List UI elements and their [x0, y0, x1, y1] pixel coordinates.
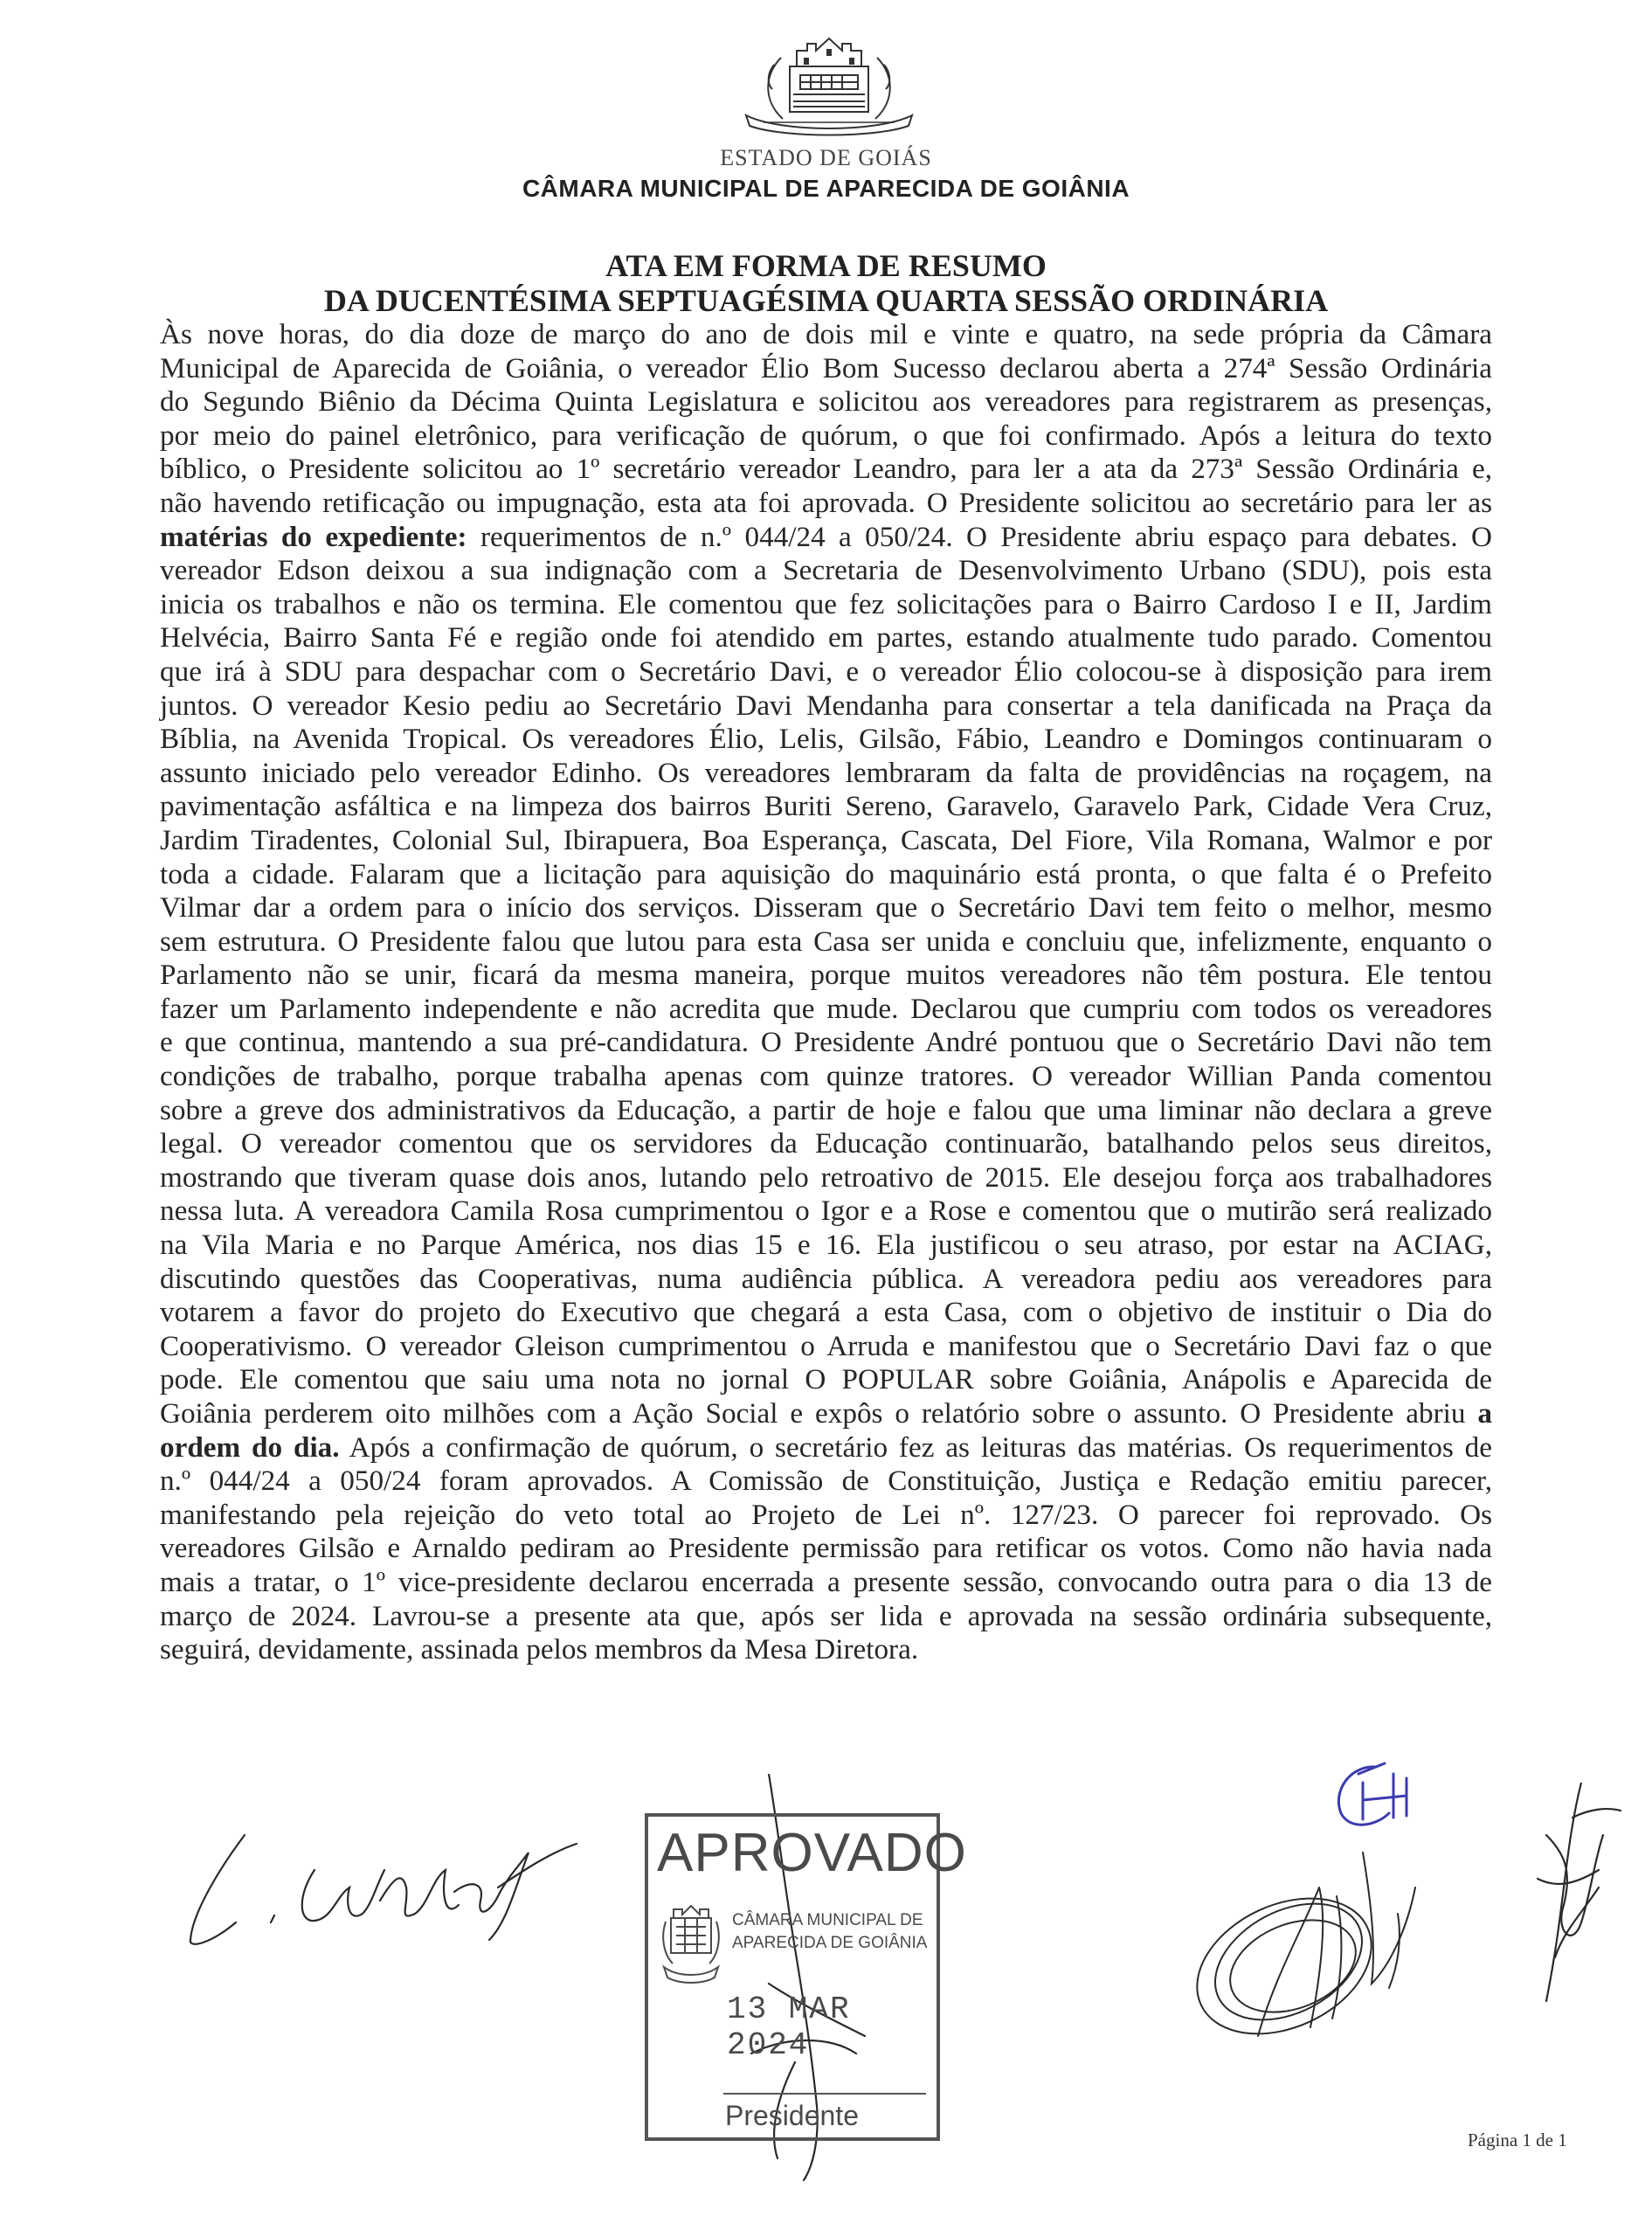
body-line: matérias do expediente: requerimentos de n.º 044/24 a 050/24. O Presidente abriu espaço para debates. O	[160, 520, 1493, 553]
body-line: assunto iniciado pelo vereador Edinho. Os vereadores lembraram da falta de providências na roçagem, na	[160, 756, 1492, 789]
body-line: Jardim Tiradentes, Colonial Sul, Ibirapuera, Boa Esperança, Cascata, Del Fiore, Vila Romana, Walmor e por	[160, 823, 1492, 856]
body-line: Municipal de Aparecida de Goiânia, o vereador Élio Bom Sucesso declarou aberta a 274ª Sessão Ordinária	[160, 351, 1492, 384]
signature-far-right	[1520, 1783, 1625, 2010]
body-line: legal. O vereador comentou que os servidores da Educação continuarão, batalhando pelos seus direitos,	[160, 1127, 1492, 1160]
body-line: vereadores Gilsão e Arnaldo pediram ao Presidente permissão para retificar os votos. Como não havia nada	[160, 1532, 1492, 1565]
body-line: n.º 044/24 a 050/24 foram aprovados. A Comissão de Constituição, Justiça e Redação emitiu parecer,	[160, 1465, 1492, 1498]
body-line: e que continua, mantendo a sua pré-candidatura. O Presidente André pontuou que o Secretário Davi não tem	[160, 1026, 1492, 1059]
body-line: toda a cidade. Falaram que a licitação para aquisição do maquinário está pronta, o que falta é o Prefeito	[160, 857, 1492, 890]
body-line: discutindo questões das Cooperativas, numa audiência pública. A vereadora pediu aos vereadores para	[160, 1262, 1492, 1295]
stamp-role: Presidente	[725, 2100, 859, 2131]
stamp-org-line1: CÂMARA MUNICIPAL DE	[732, 1911, 923, 1929]
approval-stamp	[645, 1813, 967, 2141]
body-line: Às nove horas, do dia doze de março do ano de dois mil e vinte e quatro, na sede própria da Câmara	[160, 318, 1492, 350]
document-title-line1: ATA EM FORMA DE RESUMO	[605, 248, 1047, 283]
body-line: pode. Ele comentou que saiu uma nota no jornal O POPULAR sobre Goiânia, Anápolis e Aparecida de	[160, 1363, 1492, 1396]
body-line: votarem a favor do projeto do Executivo que chegará a esta Casa, com o objetivo de instituir o Dia do	[160, 1296, 1492, 1329]
body-line: ordem do dia. Após a confirmação de quórum, o secretário fez as leituras das matérias. Os requerimentos de	[160, 1430, 1492, 1464]
stamp-seal-icon	[660, 1902, 722, 1990]
body-line: Goiânia perderem oito milhões com a Ação Social e expôs o relatório sobre o assunto. O Presidente abriu a	[160, 1397, 1492, 1430]
body-line: juntos. O vereador Kesio pediu ao Secretário Davi Mendanha para consertar a tela danificada na Praça da	[160, 689, 1492, 722]
minutes-body	[160, 318, 1492, 1667]
body-line: sem estrutura. O Presidente falou que lutou para esta Casa ser unida e concluiu que, infelizmente, enquanto o	[160, 925, 1492, 958]
stamp-approved-word: APROVADO	[657, 1823, 967, 1883]
body-line: março de 2024. Lavrou-se a presente ata que, após ser lida e aprovada na sessão ordinária subsequente,	[160, 1599, 1492, 1632]
stamp-org-line2: APARECIDA DE GOIÂNIA	[732, 1934, 928, 1952]
body-line: mostrando que tiveram quase dois anos, lutando pelo retroativo de 2015. Ele desejou força aos trabalhadores	[160, 1160, 1492, 1194]
page-number: Página 1 de 1	[1468, 2130, 1567, 2150]
body-line: Helvécia, Bairro Santa Fé e região onde foi atendido em partes, estando atualmente tudo parado. Comentou	[160, 621, 1492, 654]
body-line: nessa luta. A vereadora Camila Rosa cumprimentou o Igor e a Rose e comentou que o mutirão será realizado	[160, 1195, 1492, 1228]
body-line: Cooperativismo. O vereador Gleison cumprimentou o Arruda e manifestou que o Secretário Davi faz o que	[160, 1329, 1492, 1362]
body-line: bíblico, o Presidente solicitou ao 1º secretário vereador Leandro, para ler a ata da 273ª Sessão Ordinária e,	[160, 453, 1492, 486]
signature-initials	[1324, 1756, 1428, 1835]
state-name: ESTADO DE GOIÁS	[720, 145, 932, 170]
body-line: que irá à SDU para despachar com o Secretário Davi, e o vereador Élio colocou-se à disposição para irem	[160, 654, 1492, 688]
body-line: Bíblia, na Avenida Tropical. Os vereadores Élio, Lelis, Gilsão, Fábio, Leandro e Domingos continuaram o	[160, 723, 1492, 756]
body-line: não havendo retificação ou impugnação, esta ata foi aprovada. O Presidente solicitou ao secretário para ler as	[160, 486, 1492, 519]
body-line: do Segundo Biênio da Décima Quinta Legislatura e solicitou aos vereadores para registrarem as presenças,	[160, 385, 1492, 419]
body-line: na Vila Maria e no Parque América, nos dias 15 e 16. Ela justificou o seu atraso, por estar na ACIAG,	[160, 1229, 1492, 1262]
body-line: mais a tratar, o 1º vice-presidente declarou encerrada a presente sessão, convocando outra para o dia 13 de	[160, 1565, 1492, 1598]
stamp-date: 13 MAR 2024	[727, 1991, 851, 2063]
signature-left	[183, 1818, 594, 1949]
body-line: condições de trabalho, porque trabalha apenas com quinze tratores. O vereador Willian Panda comentou	[160, 1060, 1492, 1093]
body-line: manifestando pela rejeição do veto total ao Projeto de Lei nº. 127/23. O parecer foi reprovado. Os	[160, 1498, 1492, 1531]
body-line: Vilmar dar a ordem para o início dos serviços. Disseram que o Secretário Davi tem feito o melhor, mesmo	[160, 891, 1492, 925]
chamber-name: CÂMARA MUNICIPAL DE APARECIDA DE GOIÂNIA	[522, 175, 1130, 202]
body-line: Parlamento não se unir, ficará da mesma maneira, porque muitos vereadores não têm postura. Ele tentou	[160, 959, 1492, 992]
body-line: por meio do painel eletrônico, para verificação de quórum, o que foi confirmado. Após a leitura do texto	[160, 419, 1492, 452]
document-title-line2: DA DUCENTÉSIMA SEPTUAGÉSIMA QUARTA SESSÃO ORDINÁRIA	[323, 283, 1329, 318]
stamp-signature-line	[723, 2093, 926, 2095]
body-line: seguirá, devidamente, assinada pelos membros da Mesa Diretora.	[160, 1633, 919, 1666]
body-line: pavimentação asfáltica e na limpeza dos bairros Buriti Sereno, Garavelo, Garavelo Park, Cidade Vera Cruz,	[160, 790, 1492, 823]
municipal-crest-icon	[729, 31, 930, 138]
signature-right	[1188, 1835, 1433, 2053]
body-line: inicia os trabalhos e não os termina. Ele comentou que fez solicitações para o Bairro Cardoso I e II, Jardim	[160, 587, 1492, 620]
body-line: fazer um Parlamento independente e não acredita que mude. Declarou que cumpriu com todos os vereadores	[160, 992, 1492, 1025]
body-line: vereador Edson deixou a sua indignação com a Secretaria de Desenvolvimento Urbano (SDU), pois esta	[160, 554, 1492, 587]
body-line: sobre a greve dos administrativos da Educação, a partir de hoje e falou que uma liminar não declara a greve	[160, 1093, 1492, 1126]
